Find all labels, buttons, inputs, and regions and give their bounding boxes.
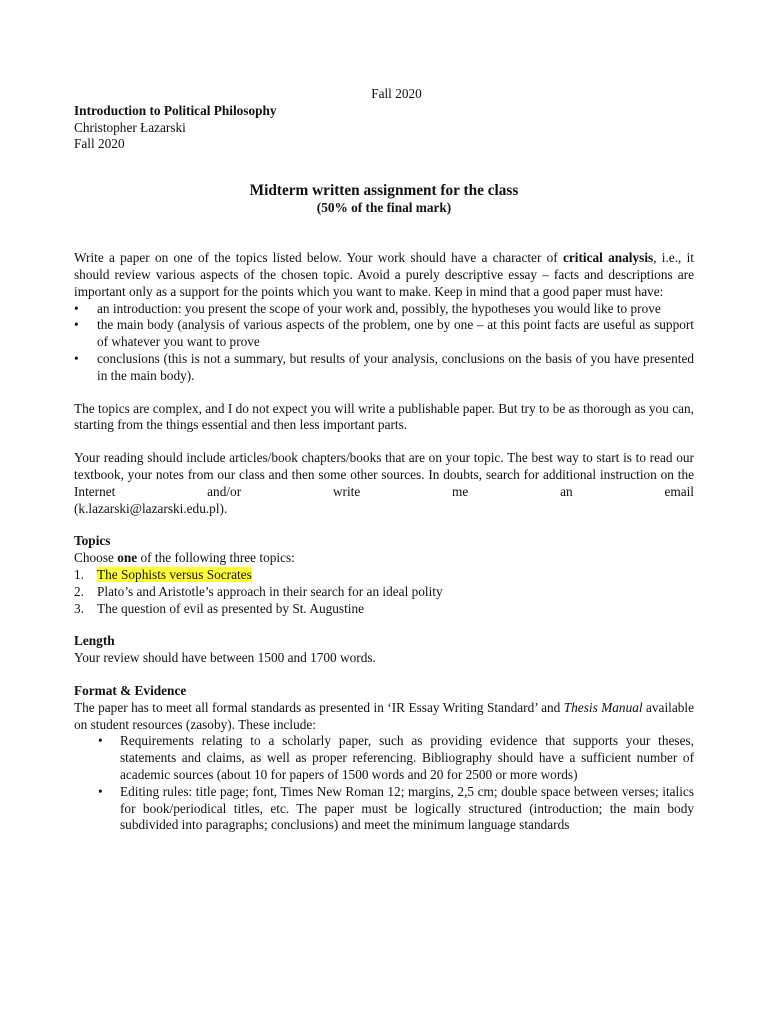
format-requirements-list [74,733,694,834]
list-item [98,733,694,783]
length-text: Your review should have between 1500 and 1700 words. [74,650,376,666]
list-item-text: conclusions (this is not a summary, but results of your analysis, conclusions on the basis of you have presented in the main body). [97,350,694,383]
bullet-icon: • [74,350,79,366]
complexity-paragraph: The topics are complex, and I do not expect you will write a publishable paper. But try to be as thorough as you can, starting from the things essential and then less important parts. [74,400,694,433]
course-title: Introduction to Political Philosophy [74,102,277,118]
topic-number: 1. [74,566,84,582]
format-intro-b: available on student resources (zasoby). These include: [74,699,694,732]
topics-intro [74,550,694,567]
top-date: Fall 2020 [371,86,422,101]
list-item [74,351,694,385]
topic-text: The question of evil as presented by St. Augustine [97,600,365,616]
bullet-icon: • [74,300,79,316]
format-heading: Format & Evidence [74,682,187,698]
topic-item [74,601,694,618]
author-name: Christopher Łazarski [74,119,186,135]
list-item-text: Editing rules: title page; font, Times New Roman 12; margins, 2,5 cm; double space between verses; italics for book/periodical titles, etc. The paper must be logically structured (introduction; the main body subdivided into paragraphs; conclusions) and meet the minimum language standards [120,783,694,833]
topics-list [74,567,694,617]
list-item-text: Requirements relating to a scholarly paper, such as providing evidence that supports your theses, statements and claims, as well as proper referencing. Bibliography should have a sufficient number of academic sources (about 10 for papers of 1500 words and 20 for 2500 or more words) [120,733,694,782]
intro-paragraph [74,250,694,300]
reading-paragraph: Your reading should include articles/book chapters/books that are on your topic. The best way to start is to read our textbook, your notes from our class and then some other sources. In doubts, search for additional instruction on the Internet and/or write me an email [74,450,694,499]
format-intro [74,700,694,734]
list-item [98,784,694,834]
list-item [74,301,694,318]
list-item-text: the main body (analysis of various aspects of the problem, one by one – at this point facts are useful as support of whatever you want to prove [97,317,694,350]
assignment-title: Midterm written assignment for the class [249,182,519,200]
list-item-text: an introduction: you present the scope of your work and, possibly, the hypotheses you would like to prove [97,300,661,316]
format-intro-a: The paper has to meet all formal standards as presented in ‘IR Essay Writing Standard’ and [74,699,564,715]
term: Fall 2020 [74,136,125,152]
format-intro-italic: Thesis Manual [563,699,643,715]
paper-structure-list [74,301,694,385]
assignment-subtitle: (50% of the final mark) [316,200,452,216]
email-address: (k.lazarski@lazarski.edu.pl). [74,500,228,516]
topic-text: Plato’s and Aristotle’s approach in their search for an ideal polity [97,583,443,599]
length-heading: Length [74,633,115,649]
topic-number: 2. [74,583,84,599]
topics-intro-b: of the following three topics: [137,550,295,566]
topic-item [74,584,694,601]
topic-item [74,567,694,584]
topics-intro-bold: one [117,550,138,566]
bullet-icon: • [98,783,103,799]
topics-heading: Topics [74,533,111,549]
bullet-icon: • [98,733,103,749]
topic-text-highlighted: The Sophists versus Socrates [97,566,252,582]
intro-text-b: , i.e., it should review various aspects of the chosen topic. Avoid a purely descriptive essay – facts and descriptions are important only as a support for the points which you want to make. Keep in mind that a good paper must have: [74,250,694,299]
intro-text-a: Write a paper on one of the topics listed below. Your work should have a character of [74,250,563,266]
bullet-icon: • [74,317,79,333]
topic-number: 3. [74,600,84,616]
intro-bold: critical analysis [562,250,654,266]
topics-intro-a: Choose [74,550,118,566]
list-item [74,317,694,351]
